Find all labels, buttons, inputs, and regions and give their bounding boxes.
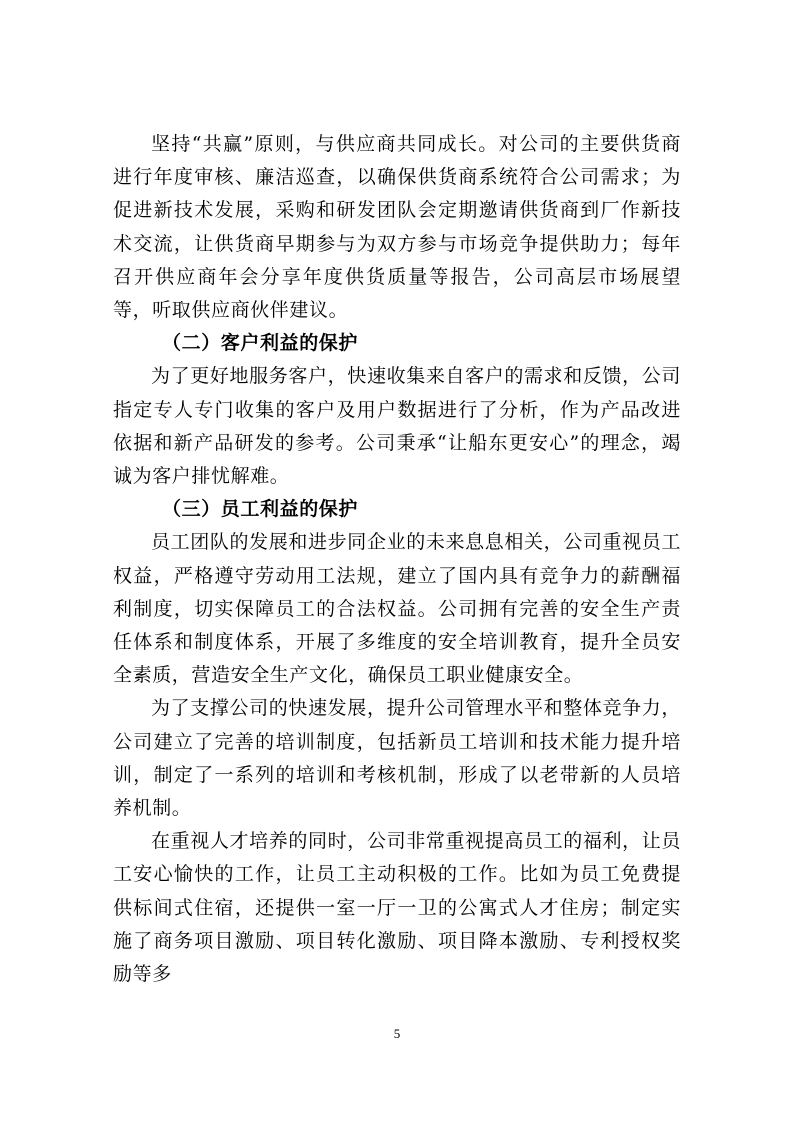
paragraph-training: 为了支撑公司的快速发展，提升公司管理水平和整体竞争力，公司建立了完善的培训制度，包括新员工培训和技术能力提升培训，制定了一系列的培训和考核机制，形成了以老带新的人员培养机制。: [113, 697, 681, 820]
section-heading-employee: （三）员工利益的保护: [162, 498, 359, 521]
paragraph-supplier: 坚持“共赢”原则，与供应商共同成长。对公司的主要供货商进行年度审核、廉洁巡查，以确保供货商系统符合公司需求；为促进新技术发展，采购和研发团队会定期邀请供货商到厂作新技术交流，让供货商早期参与为双方参与市场竞争提供助力；每年召开供应商年会分享年度供货质量等报告，公司高层市场展望等，听取供应商伙伴建议。: [113, 133, 681, 322]
paragraph-customer: 为了更好地服务客户，快速收集来自客户的需求和反馈，公司指定专人专门收集的客户及用户数据进行了分析，作为产品改进依据和新产品研发的参考。公司秉承“让船东更安心”的理念，竭诚为客户排忧解难。: [113, 365, 681, 488]
section-heading-customer: （二）客户利益的保护: [162, 332, 359, 355]
page-number: 5: [393, 1026, 401, 1041]
paragraph-welfare: 在重视人才培养的同时，公司非常重视提高员工的福利，让员工安心愉快的工作，让员工主动积极的工作。比如为员工免费提供标间式住宿，还提供一室一厅一卫的公寓式人才住房；制定实施了商务项目激励、项目转化激励、项目降本激励、专利授权奖励等多: [113, 830, 681, 986]
paragraph-employee-rights: 员工团队的发展和进步同企业的未来息息相关，公司重视员工权益，严格遵守劳动用工法规，建立了国内具有竞争力的薪酬福利制度，切实保障员工的合法权益。公司拥有完善的安全生产责任体系和制度体系，开展了多维度的安全培训教育，提升全员安全素质，营造安全生产文化，确保员工职业健康安全。: [113, 531, 681, 687]
page-body: [113, 128, 681, 991]
